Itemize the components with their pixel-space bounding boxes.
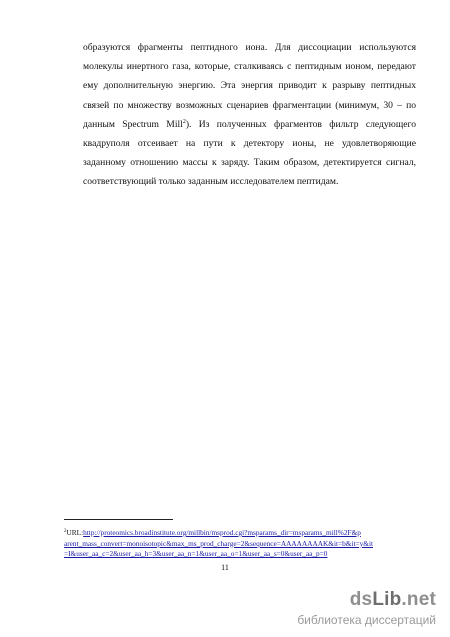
body-text-fragment: данным Spectrum Mill: [83, 118, 183, 130]
footnote-separator: [64, 519, 173, 520]
footnote-line: [64, 549, 418, 560]
watermark: [297, 590, 436, 628]
footnote-line: [64, 528, 418, 539]
footnote-reference[interactable]: 2: [182, 118, 186, 125]
body-line: связей по множеству возможных сценариев фрагментации (минимум, 30 – по: [83, 99, 416, 111]
watermark-logo: [297, 590, 436, 610]
body-paragraph: [83, 38, 416, 192]
body-line: заданному отношению массы к заряду. Таким образом, детектируется сигнал,: [83, 157, 416, 169]
logo-ds: ds: [349, 589, 373, 610]
footnote-link[interactable]: arent_mass_convert=monoisotopic&max_ms_prod_charge=2&sequence=AAAAAAAAK&it=b&it=y&it: [64, 538, 374, 548]
body-line: ему дополнительную энергию. Эта энергия приводит к разрыву пептидных: [83, 80, 416, 92]
body-line-with-footnote: [83, 115, 416, 134]
body-line: квадруполя отсеивает на пути к детектору ионы, не удовлетворяющие: [83, 138, 416, 150]
body-line: соответствующий только заданным исследователем пептидам.: [83, 176, 339, 188]
page-number: 11: [221, 563, 229, 572]
logo-lib: Lib: [372, 589, 402, 610]
footnote-mark: 2: [64, 529, 67, 534]
footnote-prefix: URL:: [66, 528, 84, 537]
footnote-link[interactable]: http://proteomics.broadinstitute.org/millbin/msprod.cgi?msparams_dir=msparams_mill%2F&p: [83, 528, 361, 537]
body-text-fragment: ). Из полученных фрагментов фильтр следующего: [185, 118, 416, 130]
body-line: образуются фрагменты пептидного иона. Для диссоциации используются: [83, 42, 416, 53]
logo-domain: .net: [401, 589, 436, 610]
body-line: молекулы инертного газа, которые, сталкиваясь с пептидным ионом, передают: [83, 61, 416, 73]
footnote-line: [64, 539, 418, 550]
footnote-link[interactable]: =I&user_aa_c=2&user_aa_h=3&user_aa_n=1&user_aa_o=1&user_aa_s=0&user_aa_p=0: [64, 549, 328, 559]
footnote: [64, 528, 418, 560]
watermark-subtitle: библиотека диссертаций: [297, 613, 436, 627]
